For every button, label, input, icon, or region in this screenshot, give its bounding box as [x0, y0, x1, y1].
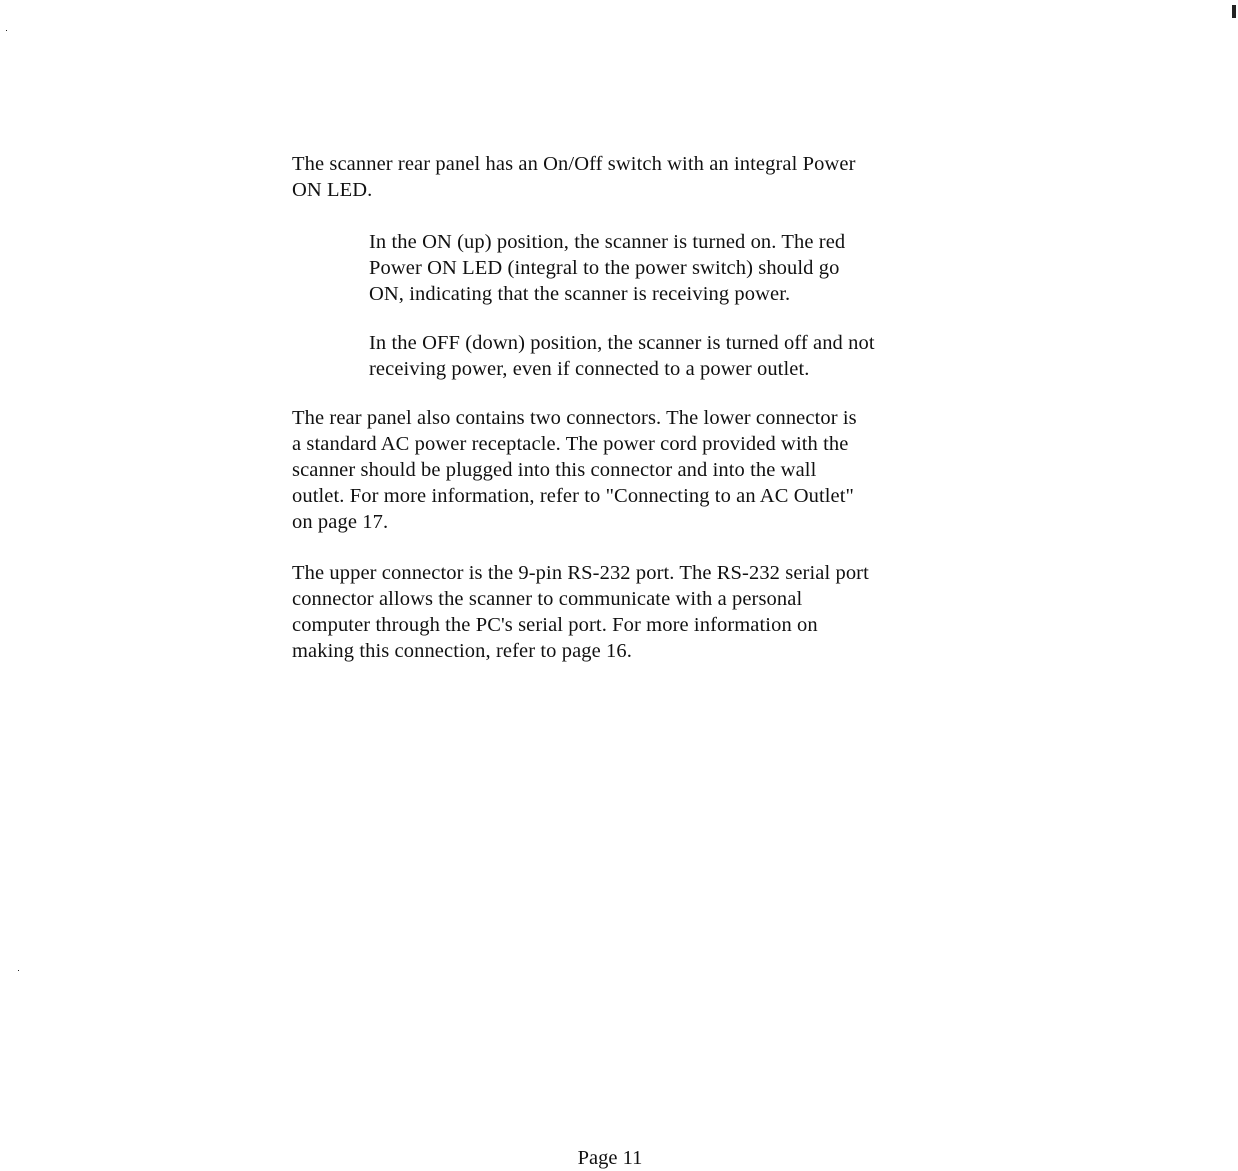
scan-artifact-dot	[6, 30, 7, 31]
paragraph-rs232-port: The upper connector is the 9-pin RS-232 port. The RS-232 serial port connector allows the scanner to communicate with a personal computer through the PC's serial port. For more information on making this connection, refer to page 16.	[292, 562, 869, 662]
paragraph-off-position: In the OFF (down) position, the scanner is turned off and not receiving power, even if connected to a power outlet.	[369, 332, 875, 380]
paragraph-rear-panel-switch: The scanner rear panel has an On/Off switch with an integral Power ON LED.	[292, 153, 856, 201]
scan-artifact-mark	[1232, 5, 1236, 18]
page-number: Page 11	[577, 1147, 643, 1169]
paragraph-connectors: The rear panel also contains two connectors. The lower connector is a standard AC power receptacle. The power cord provided with the scanner should be plugged into this connector and into the wall outlet. For more information, refer to "Connecting to an AC Outlet" on page 17.	[292, 407, 857, 533]
scan-artifact-dot	[18, 970, 19, 971]
paragraph-on-position: In the ON (up) position, the scanner is turned on. The red Power ON LED (integral to the power switch) should go ON, indicating that the scanner is receiving power.	[369, 231, 846, 305]
